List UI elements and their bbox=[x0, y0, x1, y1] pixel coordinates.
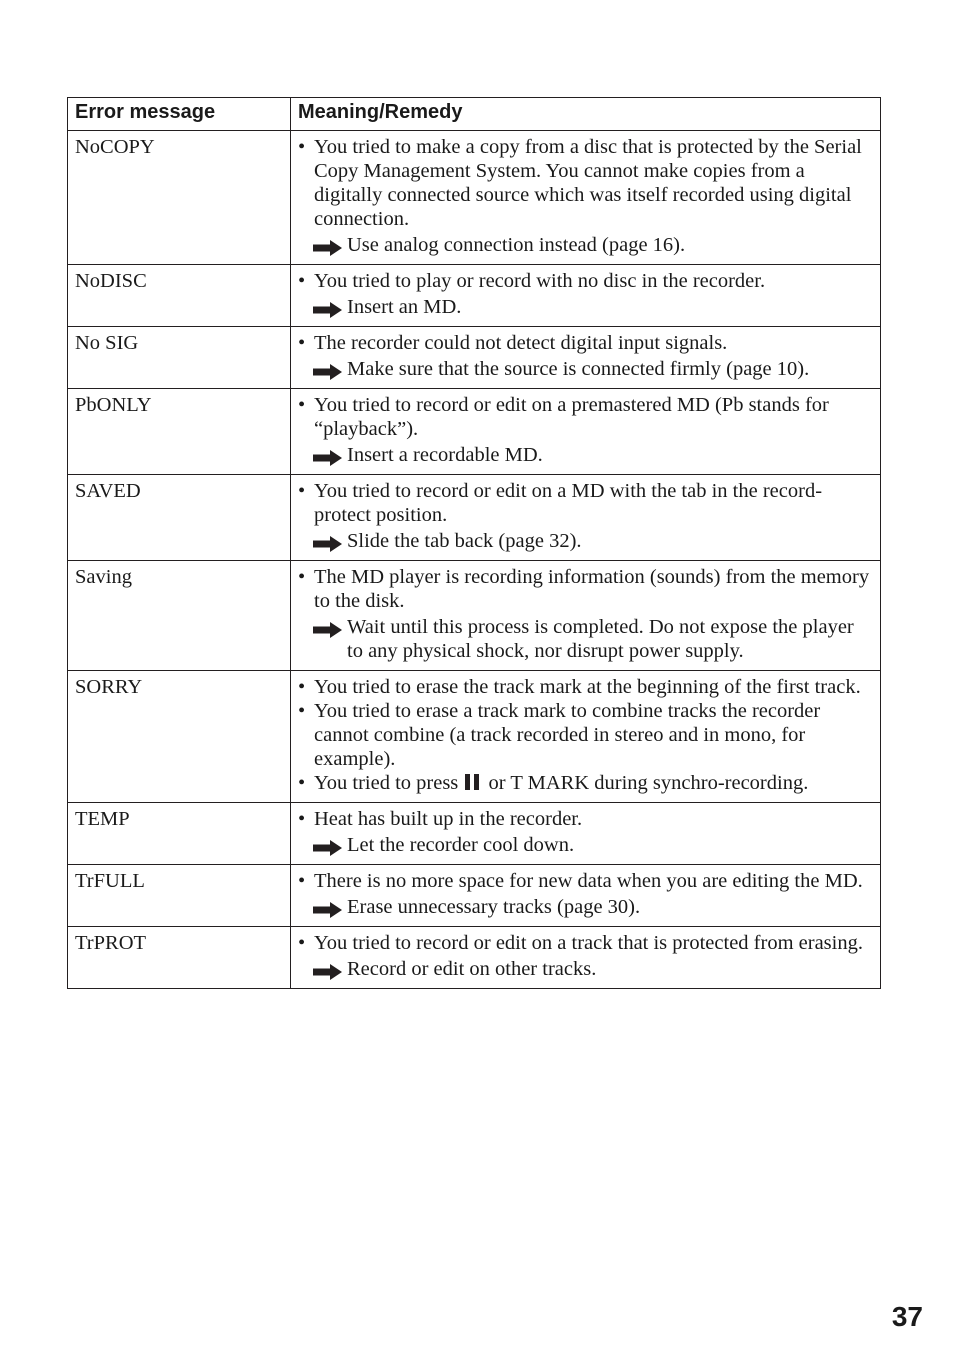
cause-text: You tried to erase a track mark to combine tracks the recorder cannot combine (a track recorded in stereo and in mono, for example). bbox=[314, 700, 821, 770]
table-row bbox=[68, 389, 881, 475]
cause-text: There is no more space for new data when you are editing the MD. bbox=[314, 870, 863, 892]
error-code: TEMP bbox=[75, 808, 130, 830]
cause-bullet bbox=[298, 931, 872, 955]
remedy-line bbox=[298, 295, 872, 319]
header-error-message: Error message bbox=[68, 98, 291, 131]
cause-text: You tried to record or edit on a premastered MD (Pb stands for “playback”). bbox=[314, 394, 829, 440]
cause-bullet bbox=[298, 565, 872, 613]
table-row bbox=[68, 561, 881, 671]
meaning-remedy-cell bbox=[291, 927, 881, 989]
remedy-text: Insert an MD. bbox=[347, 296, 462, 318]
cause-bullet bbox=[298, 771, 872, 795]
remedy-line bbox=[298, 357, 872, 381]
remedy-line bbox=[298, 443, 872, 467]
bullet-symbol: • bbox=[298, 932, 306, 954]
bullet-symbol: • bbox=[298, 676, 306, 698]
remedy-text: Make sure that the source is connected firmly (page 10). bbox=[347, 358, 810, 380]
error-code-cell bbox=[68, 865, 291, 927]
right-arrow-icon bbox=[313, 238, 342, 254]
remedy-line bbox=[298, 833, 872, 857]
cause-bullet bbox=[298, 393, 872, 441]
right-arrow-icon bbox=[313, 300, 342, 316]
cause-text-before: You tried to press bbox=[314, 772, 459, 794]
error-code: TrFULL bbox=[75, 870, 145, 892]
cause-text: You tried to record or edit on a MD with the tab in the record-protect position. bbox=[314, 480, 823, 526]
table-row bbox=[68, 865, 881, 927]
meaning-remedy-cell bbox=[291, 803, 881, 865]
cause-bullet bbox=[298, 479, 872, 527]
error-code-cell bbox=[68, 927, 291, 989]
bullet-symbol: • bbox=[298, 480, 306, 502]
bullet-symbol: • bbox=[298, 870, 306, 892]
remedy-text: Slide the tab back (page 32). bbox=[347, 530, 582, 552]
error-code-cell bbox=[68, 561, 291, 671]
error-code: No SIG bbox=[75, 332, 139, 354]
cause-text: Heat has built up in the recorder. bbox=[314, 808, 583, 830]
table-row bbox=[68, 927, 881, 989]
cause-text-after: or T MARK during synchro-recording. bbox=[488, 772, 809, 794]
meaning-remedy-cell bbox=[291, 327, 881, 389]
bullet-symbol: • bbox=[298, 700, 306, 722]
cause-bullet bbox=[298, 331, 872, 355]
remedy-text: Insert a recordable MD. bbox=[347, 444, 543, 466]
right-arrow-icon bbox=[313, 900, 342, 916]
table-row bbox=[68, 475, 881, 561]
error-code-cell bbox=[68, 671, 291, 803]
cause-text: The recorder could not detect digital input signals. bbox=[314, 332, 728, 354]
error-code: PbONLY bbox=[75, 394, 152, 416]
cause-bullet bbox=[298, 807, 872, 831]
remedy-line bbox=[298, 895, 872, 919]
meaning-remedy-cell bbox=[291, 865, 881, 927]
cause-bullet bbox=[298, 135, 872, 231]
right-arrow-icon bbox=[313, 962, 342, 978]
table-row bbox=[68, 131, 881, 265]
cause-text: You tried to erase the track mark at the beginning of the first track. bbox=[314, 676, 861, 698]
table-row bbox=[68, 265, 881, 327]
right-arrow-icon bbox=[313, 362, 342, 378]
meaning-remedy-cell bbox=[291, 671, 881, 803]
cause-text: The MD player is recording information (sounds) from the memory to the disk. bbox=[314, 566, 870, 612]
remedy-text: Erase unnecessary tracks (page 30). bbox=[347, 896, 641, 918]
bullet-symbol: • bbox=[298, 270, 306, 292]
right-arrow-icon bbox=[313, 534, 342, 550]
remedy-text: Wait until this process is completed. Do not expose the player to any physical shock, nor disrupt power supply. bbox=[347, 616, 854, 662]
remedy-line bbox=[298, 233, 872, 257]
bullet-symbol: • bbox=[298, 394, 306, 416]
cause-bullet bbox=[298, 699, 872, 771]
error-code: NoDISC bbox=[75, 270, 147, 292]
error-code: Saving bbox=[75, 566, 132, 588]
table-row bbox=[68, 327, 881, 389]
right-arrow-icon bbox=[313, 448, 342, 464]
right-arrow-icon bbox=[313, 620, 342, 636]
remedy-text: Let the recorder cool down. bbox=[347, 834, 575, 856]
remedy-line bbox=[298, 957, 872, 981]
remedy-line bbox=[298, 615, 872, 663]
cause-bullet bbox=[298, 869, 872, 893]
remedy-text: Record or edit on other tracks. bbox=[347, 958, 597, 980]
error-code-cell bbox=[68, 327, 291, 389]
error-code-cell bbox=[68, 803, 291, 865]
error-code-cell bbox=[68, 265, 291, 327]
error-code-cell bbox=[68, 131, 291, 265]
cause-text: You tried to make a copy from a disc that is protected by the Serial Copy Management System. You cannot make copies from a digitally connected source which was itself recorded using digital connection. bbox=[314, 136, 862, 230]
error-code: SAVED bbox=[75, 480, 141, 502]
page-number: 37 bbox=[891, 1301, 923, 1332]
bullet-symbol: • bbox=[298, 772, 306, 794]
cause-bullet bbox=[298, 269, 872, 293]
bullet-symbol: • bbox=[298, 332, 306, 354]
meaning-remedy-cell bbox=[291, 561, 881, 671]
error-code: SORRY bbox=[75, 676, 143, 698]
table-body bbox=[68, 131, 881, 989]
cause-text: You tried to record or edit on a track that is protected from erasing. bbox=[314, 932, 863, 954]
error-code-cell bbox=[68, 389, 291, 475]
right-arrow-icon bbox=[313, 838, 342, 854]
meaning-remedy-cell bbox=[291, 131, 881, 265]
cause-text: You tried to play or record with no disc in the recorder. bbox=[314, 270, 766, 292]
pause-icon bbox=[464, 772, 480, 788]
table-header-row bbox=[68, 98, 881, 131]
table-row bbox=[68, 671, 881, 803]
header-meaning-remedy: Meaning/Remedy bbox=[291, 98, 881, 131]
cause-bullet bbox=[298, 675, 872, 699]
bullet-symbol: • bbox=[298, 808, 306, 830]
error-message-table bbox=[67, 97, 881, 989]
error-code: TrPROT bbox=[75, 932, 147, 954]
meaning-remedy-cell bbox=[291, 265, 881, 327]
table-row bbox=[68, 803, 881, 865]
remedy-line bbox=[298, 529, 872, 553]
bullet-symbol: • bbox=[298, 136, 306, 158]
bullet-symbol: • bbox=[298, 566, 306, 588]
error-code: NoCOPY bbox=[75, 136, 155, 158]
error-code-cell bbox=[68, 475, 291, 561]
meaning-remedy-cell bbox=[291, 475, 881, 561]
remedy-text: Use analog connection instead (page 16). bbox=[347, 234, 686, 256]
meaning-remedy-cell bbox=[291, 389, 881, 475]
